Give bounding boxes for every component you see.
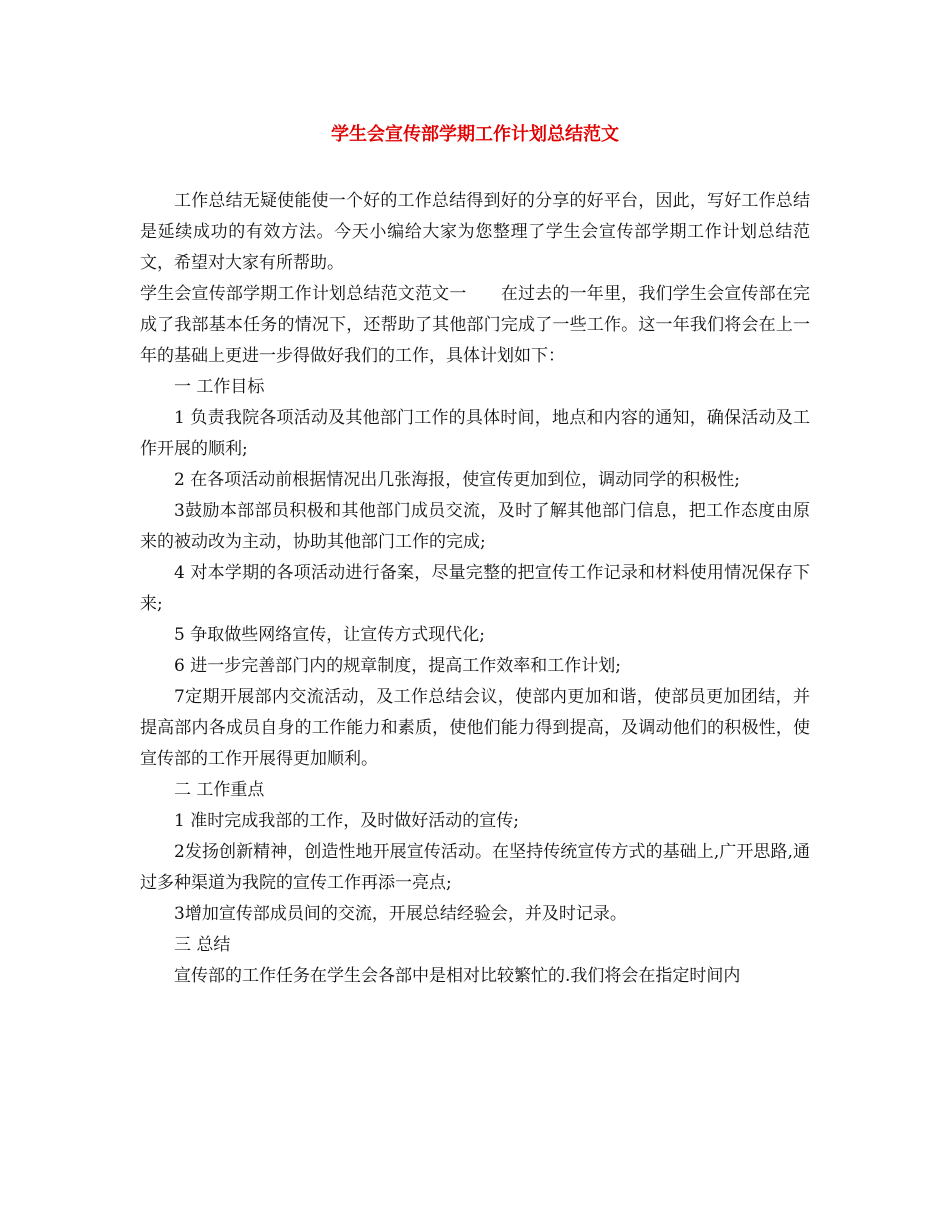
document-title: 学生会宣传部学期工作计划总结范文 — [331, 124, 619, 145]
document-body — [140, 186, 810, 992]
list-item: 3增加宣传部成员间的交流，开展总结经验会，并及时记录。 — [174, 904, 627, 924]
list-item: 2发扬创新精神，创造性地开展宣传活动。在坚持传统宣传方式的基础上,广开思路,通过多种渠道为我院的宣传工作再添一亮点; — [140, 842, 810, 893]
list-item: 5 争取做些网络宣传，让宣传方式现代化; — [174, 625, 485, 645]
list-item: 6 进一步完善部门内的规章制度，提高工作效率和工作计划; — [174, 656, 621, 676]
section-heading-goals: 一 工作目标 — [174, 377, 265, 397]
list-item: 1 准时完成我部的工作，及时做好活动的宣传; — [174, 811, 519, 831]
list-item: 2 在各项活动前根据情况出几张海报，使宣传更加到位，调动同学的积极性; — [174, 470, 740, 490]
paragraph-intro: 工作总结无疑使能使一个好的工作总结得到好的分享的好平台，因此，写好工作总结是延续成功的有效方法。今天小编给大家为您整理了学生会宣传部学期工作计划总结范文，希望对大家有所帮助。 — [140, 191, 810, 273]
list-item: 7定期开展部内交流活动，及工作总结会议，使部内更加和谐，使部员更加团结，并提高部内各成员自身的工作能力和素质，使他们能力得到提高，及调动他们的积极性，使宣传部的工作开展得更加顺利。 — [140, 687, 810, 769]
list-item: 1 负责我院各项活动及其他部门工作的具体时间，地点和内容的通知，确保活动及工作开展的顺利; — [140, 408, 810, 459]
list-item: 4 对本学期的各项活动进行备案，尽量完整的把宣传工作记录和材料使用情况保存下来; — [140, 563, 810, 614]
paragraph-example-one: 学生会宣传部学期工作计划总结范文范文一 在过去的一年里，我们学生会宣传部在完成了我部基本任务的情况下，还帮助了其他部门完成了一些工作。这一年我们将会在上一年的基础上更进一步得做好我们的工作，具体计划如下： — [140, 284, 810, 366]
paragraph-summary: 宣传部的工作任务在学生会各部中是相对比较繁忙的.我们将会在指定时间内 — [174, 966, 741, 986]
list-item: 3鼓励本部部员积极和其他部门成员交流，及时了解其他部门信息，把工作态度由原来的被动改为主动，协助其他部门工作的完成; — [140, 501, 810, 552]
section-heading-focus: 二 工作重点 — [174, 780, 265, 800]
section-heading-summary: 三 总结 — [174, 935, 231, 955]
